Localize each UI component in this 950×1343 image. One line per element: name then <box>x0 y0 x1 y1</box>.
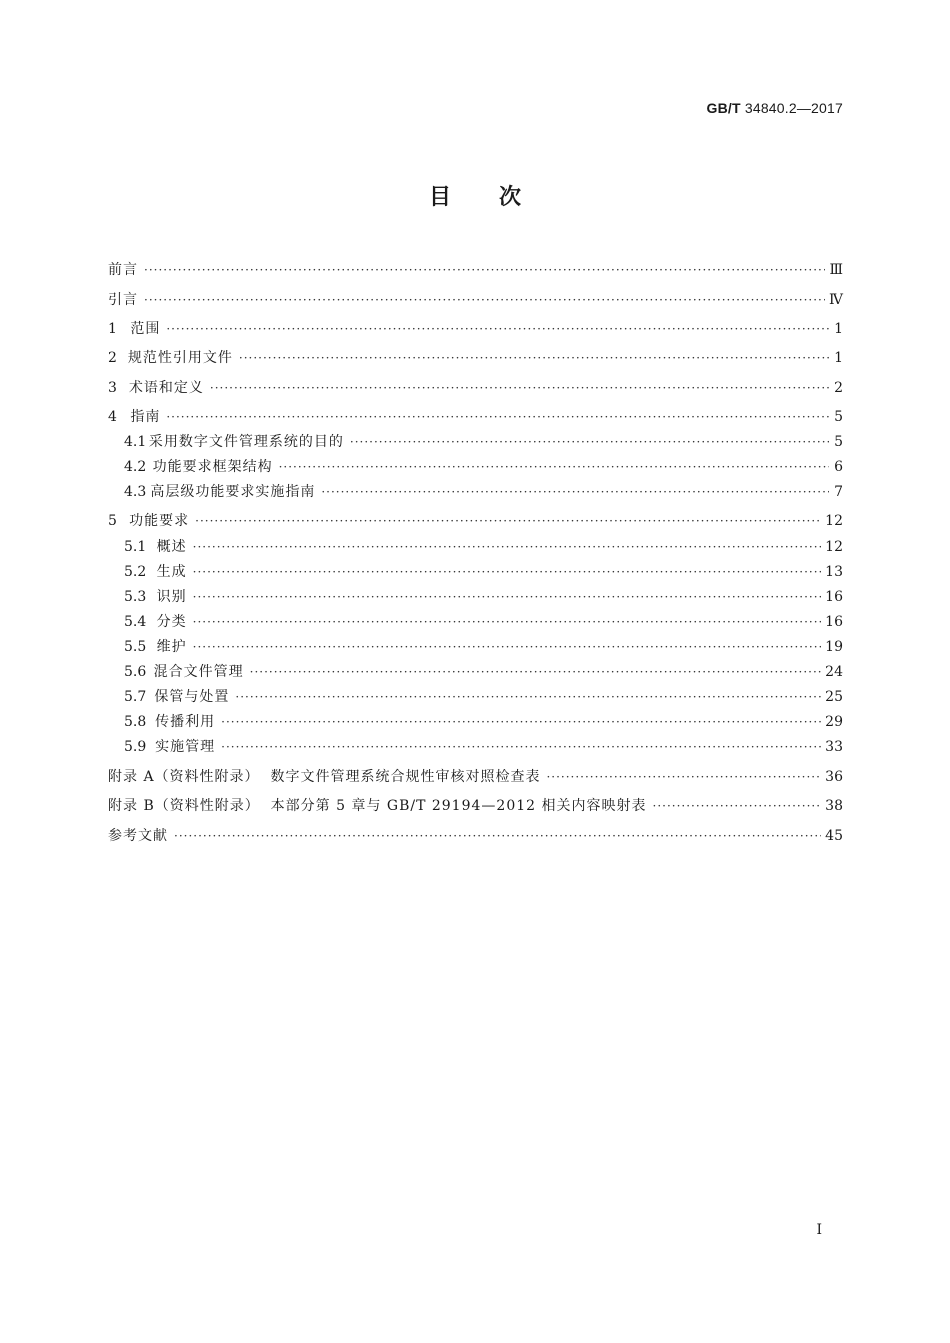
toc-page: 36 <box>825 769 843 785</box>
toc-label: 维护 <box>156 639 187 655</box>
toc-label: 前言 <box>108 262 138 278</box>
toc-entry-2[interactable] <box>108 348 843 368</box>
toc-entry-introduction[interactable] <box>108 290 843 310</box>
toc-label: 功能要求 <box>129 513 190 529</box>
toc-label: 实施管理 <box>155 739 216 755</box>
toc-leader <box>235 687 821 707</box>
toc-page: 2 <box>834 380 843 396</box>
toc-label: 混合文件管理 <box>153 664 244 680</box>
toc-entry-annex-a[interactable] <box>108 767 843 787</box>
toc-number: 5.2 <box>124 564 147 580</box>
toc-page: 12 <box>825 513 843 529</box>
toc-leader <box>193 612 822 632</box>
toc-number: 5.9 <box>124 739 147 755</box>
toc-leader <box>250 662 822 682</box>
toc-number: 4.3 <box>124 484 147 500</box>
toc-number: 1 <box>108 321 117 337</box>
toc-entry-1[interactable] <box>108 319 843 339</box>
toc-page: 12 <box>825 539 843 555</box>
toc-label: 范围 <box>130 321 161 337</box>
toc-page: 5 <box>834 434 843 450</box>
toc-entry-4-3[interactable] <box>124 482 843 502</box>
toc-label: 保管与处置 <box>154 689 230 705</box>
toc-page: Ⅲ <box>829 262 843 278</box>
toc-leader <box>174 826 821 846</box>
toc-number: 5.1 <box>124 539 147 555</box>
toc-leader <box>193 562 822 582</box>
toc-entry-4-2[interactable] <box>124 457 843 477</box>
toc-label: 引言 <box>108 292 138 308</box>
toc-label: 高层级功能要求实施指南 <box>150 484 316 500</box>
toc-page: Ⅳ <box>829 292 843 308</box>
toc-page: 13 <box>825 564 843 580</box>
toc-leader <box>166 319 829 339</box>
toc-entry-4[interactable] <box>108 407 843 427</box>
toc-entry-5-7[interactable] <box>124 687 843 707</box>
toc-leader <box>193 587 822 607</box>
toc-label: 规范性引用文件 <box>127 350 233 366</box>
toc-number: 5.7 <box>124 689 147 705</box>
toc-leader <box>350 432 829 452</box>
toc-leader <box>239 348 829 368</box>
toc-number: 4.1 <box>124 434 147 450</box>
toc-label: 传播利用 <box>155 714 216 730</box>
toc-number: 3 <box>108 380 117 396</box>
toc-page: 45 <box>825 828 843 844</box>
toc-label: 采用数字文件管理系统的目的 <box>148 434 344 450</box>
toc-page: 16 <box>825 589 843 605</box>
toc-label: 术语和定义 <box>128 380 204 396</box>
toc-number: 5.4 <box>124 614 147 630</box>
toc-leader <box>144 290 825 310</box>
toc-leader <box>653 796 822 816</box>
toc-page: 5 <box>834 409 843 425</box>
toc-page: 24 <box>825 664 843 680</box>
toc-page: 6 <box>834 459 843 475</box>
toc-page: 33 <box>825 739 843 755</box>
toc-label: 生成 <box>156 564 187 580</box>
toc-label: 功能要求框架结构 <box>152 459 273 475</box>
toc-number: 5.3 <box>124 589 147 605</box>
toc-leader <box>221 737 821 757</box>
toc-label: 参考文献 <box>108 828 168 844</box>
toc-entry-foreword[interactable] <box>108 260 843 280</box>
toc-leader <box>144 260 825 280</box>
toc-label: 附录 A（资料性附录） 数字文件管理系统合规性审核对照检查表 <box>108 769 541 785</box>
toc-entry-5-1[interactable] <box>124 537 843 557</box>
page-title: 目次 <box>428 185 569 210</box>
toc-leader <box>166 407 829 427</box>
toc-page: 1 <box>834 350 843 366</box>
toc-page: 25 <box>825 689 843 705</box>
toc-page: 1 <box>834 321 843 337</box>
toc-page: 16 <box>825 614 843 630</box>
toc-number: 2 <box>108 350 117 366</box>
toc-entry-annex-b[interactable] <box>108 796 843 816</box>
toc-leader <box>221 712 821 732</box>
toc-entry-3[interactable] <box>108 378 843 398</box>
toc-label: 识别 <box>156 589 187 605</box>
toc-leader <box>193 537 822 557</box>
toc-page: 7 <box>834 484 843 500</box>
toc-label: 概述 <box>156 539 187 555</box>
toc-leader <box>321 482 829 502</box>
toc-page: 29 <box>825 714 843 730</box>
footer-page-number: Ⅰ <box>816 1222 822 1238</box>
toc-number: 5.6 <box>124 664 147 680</box>
toc-entry-5-8[interactable] <box>124 712 843 732</box>
standard-prefix: GB/T <box>706 100 741 116</box>
toc-number: 4 <box>108 409 117 425</box>
toc-entry-5-6[interactable] <box>124 662 843 682</box>
toc-leader <box>546 767 821 787</box>
toc-page: 19 <box>825 639 843 655</box>
toc-number: 5.8 <box>124 714 147 730</box>
toc-number: 5.5 <box>124 639 147 655</box>
toc-label: 指南 <box>130 409 161 425</box>
toc-leader <box>210 378 829 398</box>
toc-page: 38 <box>825 798 843 814</box>
toc-label: 附录 B（资料性附录） 本部分第 5 章与 GB/T 29194—2012 相关内容映射表 <box>108 798 647 814</box>
toc-label: 分类 <box>156 614 187 630</box>
toc-entry-5-4[interactable] <box>124 612 843 632</box>
toc-leader <box>193 637 822 657</box>
toc-entry-5-9[interactable] <box>124 737 843 757</box>
standard-number: 34840.2—2017 <box>744 100 843 116</box>
toc-number: 5 <box>108 513 117 529</box>
toc-entry-5-5[interactable] <box>124 637 843 657</box>
toc-entry-5[interactable] <box>108 511 843 531</box>
toc-entry-5-3[interactable] <box>124 587 843 607</box>
toc-entry-4-1[interactable] <box>124 432 843 452</box>
toc-leader <box>279 457 829 477</box>
toc-entry-5-2[interactable] <box>124 562 843 582</box>
toc-entry-bibliography[interactable] <box>108 826 843 846</box>
toc-number: 4.2 <box>124 459 147 475</box>
toc-leader <box>195 511 821 531</box>
